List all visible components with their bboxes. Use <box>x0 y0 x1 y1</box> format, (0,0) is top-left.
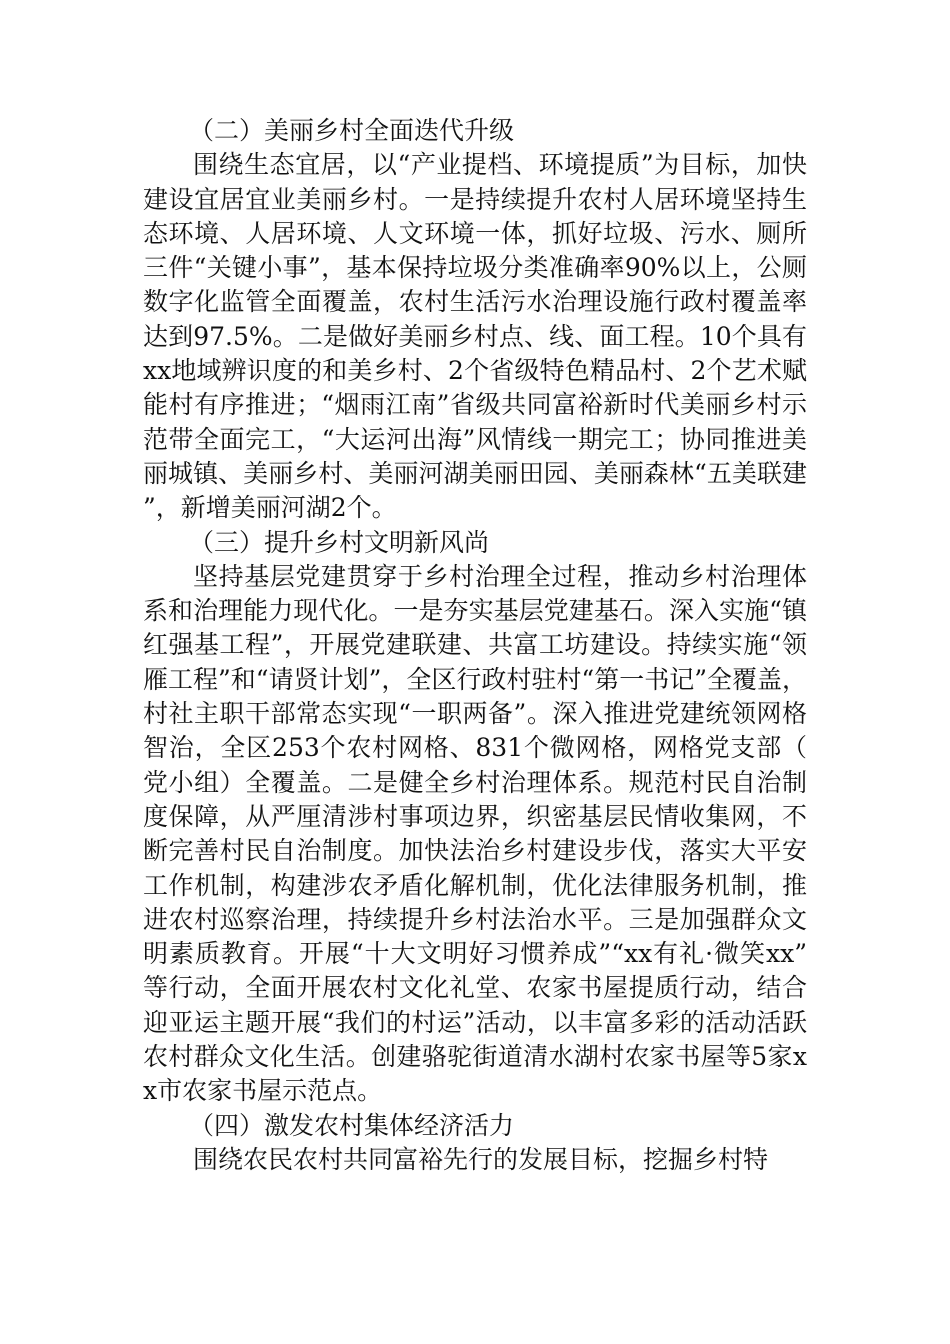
section-heading-4: （四）激发农村集体经济活力 <box>189 1110 515 1140</box>
section-paragraph-3: 坚持基层党建贯穿于乡村治理全过程，推动乡村治理体系和治理能力现代化。一是夯实基层党建基石。深入实施“镇红强基工程”，开展党建联建、共富工坊建设。持续实施“领雁工程”和“请贤计划”，全区行政村驻村“第一书记”全覆盖，村社主职干部常态实现“一职两备”。深入推进党建统领网格智治，全区253个农村网格、831个微网格，网格党支部（党小组）全覆盖。二是健全乡村治理体系。规范村民自治制度保障，从严厘清涉村事项边界，织密基层民情收集网，不断完善村民自治制度。加快法治乡村建设步伐，落实大平安工作机制，构建涉农矛盾化解机制，优化法律服务机制，推进农村巡察治理，持续提升乡村法治水平。三是加强群众文明素质教育。开展“十大文明好习惯养成”“xx有礼·微笑xx”等行动，全面开展农村文化礼堂、农家书屋提质行动，结合迎亚运主题开展“我们的村运”活动，以丰富多彩的活动活跃农村群众文化生活。创建骆驼街道清水湖村农家书屋等5家xx市农家书屋示范点。 <box>143 561 807 1106</box>
section-paragraph-2: 围绕生态宜居，以“产业提档、环境提质”为目标，加快建设宜居宜业美丽乡村。一是持续提升农村人居环境坚持生态环境、人居环境、人文环境一体，抓好垃圾、污水、厕所三件“关键小事”，基本保持垃圾分类准确率90%以上，公厕数字化监管全面覆盖，农村生活污水治理设施行政村覆盖率达到97.5%。二是做好美丽乡村点、线、面工程。10个具有xx地域辨识度的和美乡村、2个省级特色精品村、2个艺术赋能村有序推进；“烟雨江南”省级共同富裕新时代美丽乡村示范带全面完工，“大运河出海”风情线一期完工；协同推进美丽城镇、美丽乡村、美丽河湖美丽田园、美丽森林“五美联建”，新增美丽河湖2个。 <box>143 150 807 523</box>
section-paragraph-4: 围绕农民农村共同富裕先行的发展目标，挖掘乡村特 <box>193 1144 769 1174</box>
document-body <box>143 114 807 1177</box>
section-heading-3: （三）提升乡村文明新风尚 <box>189 527 490 557</box>
section-heading-2: （二）美丽乡村全面迭代升级 <box>189 116 515 145</box>
